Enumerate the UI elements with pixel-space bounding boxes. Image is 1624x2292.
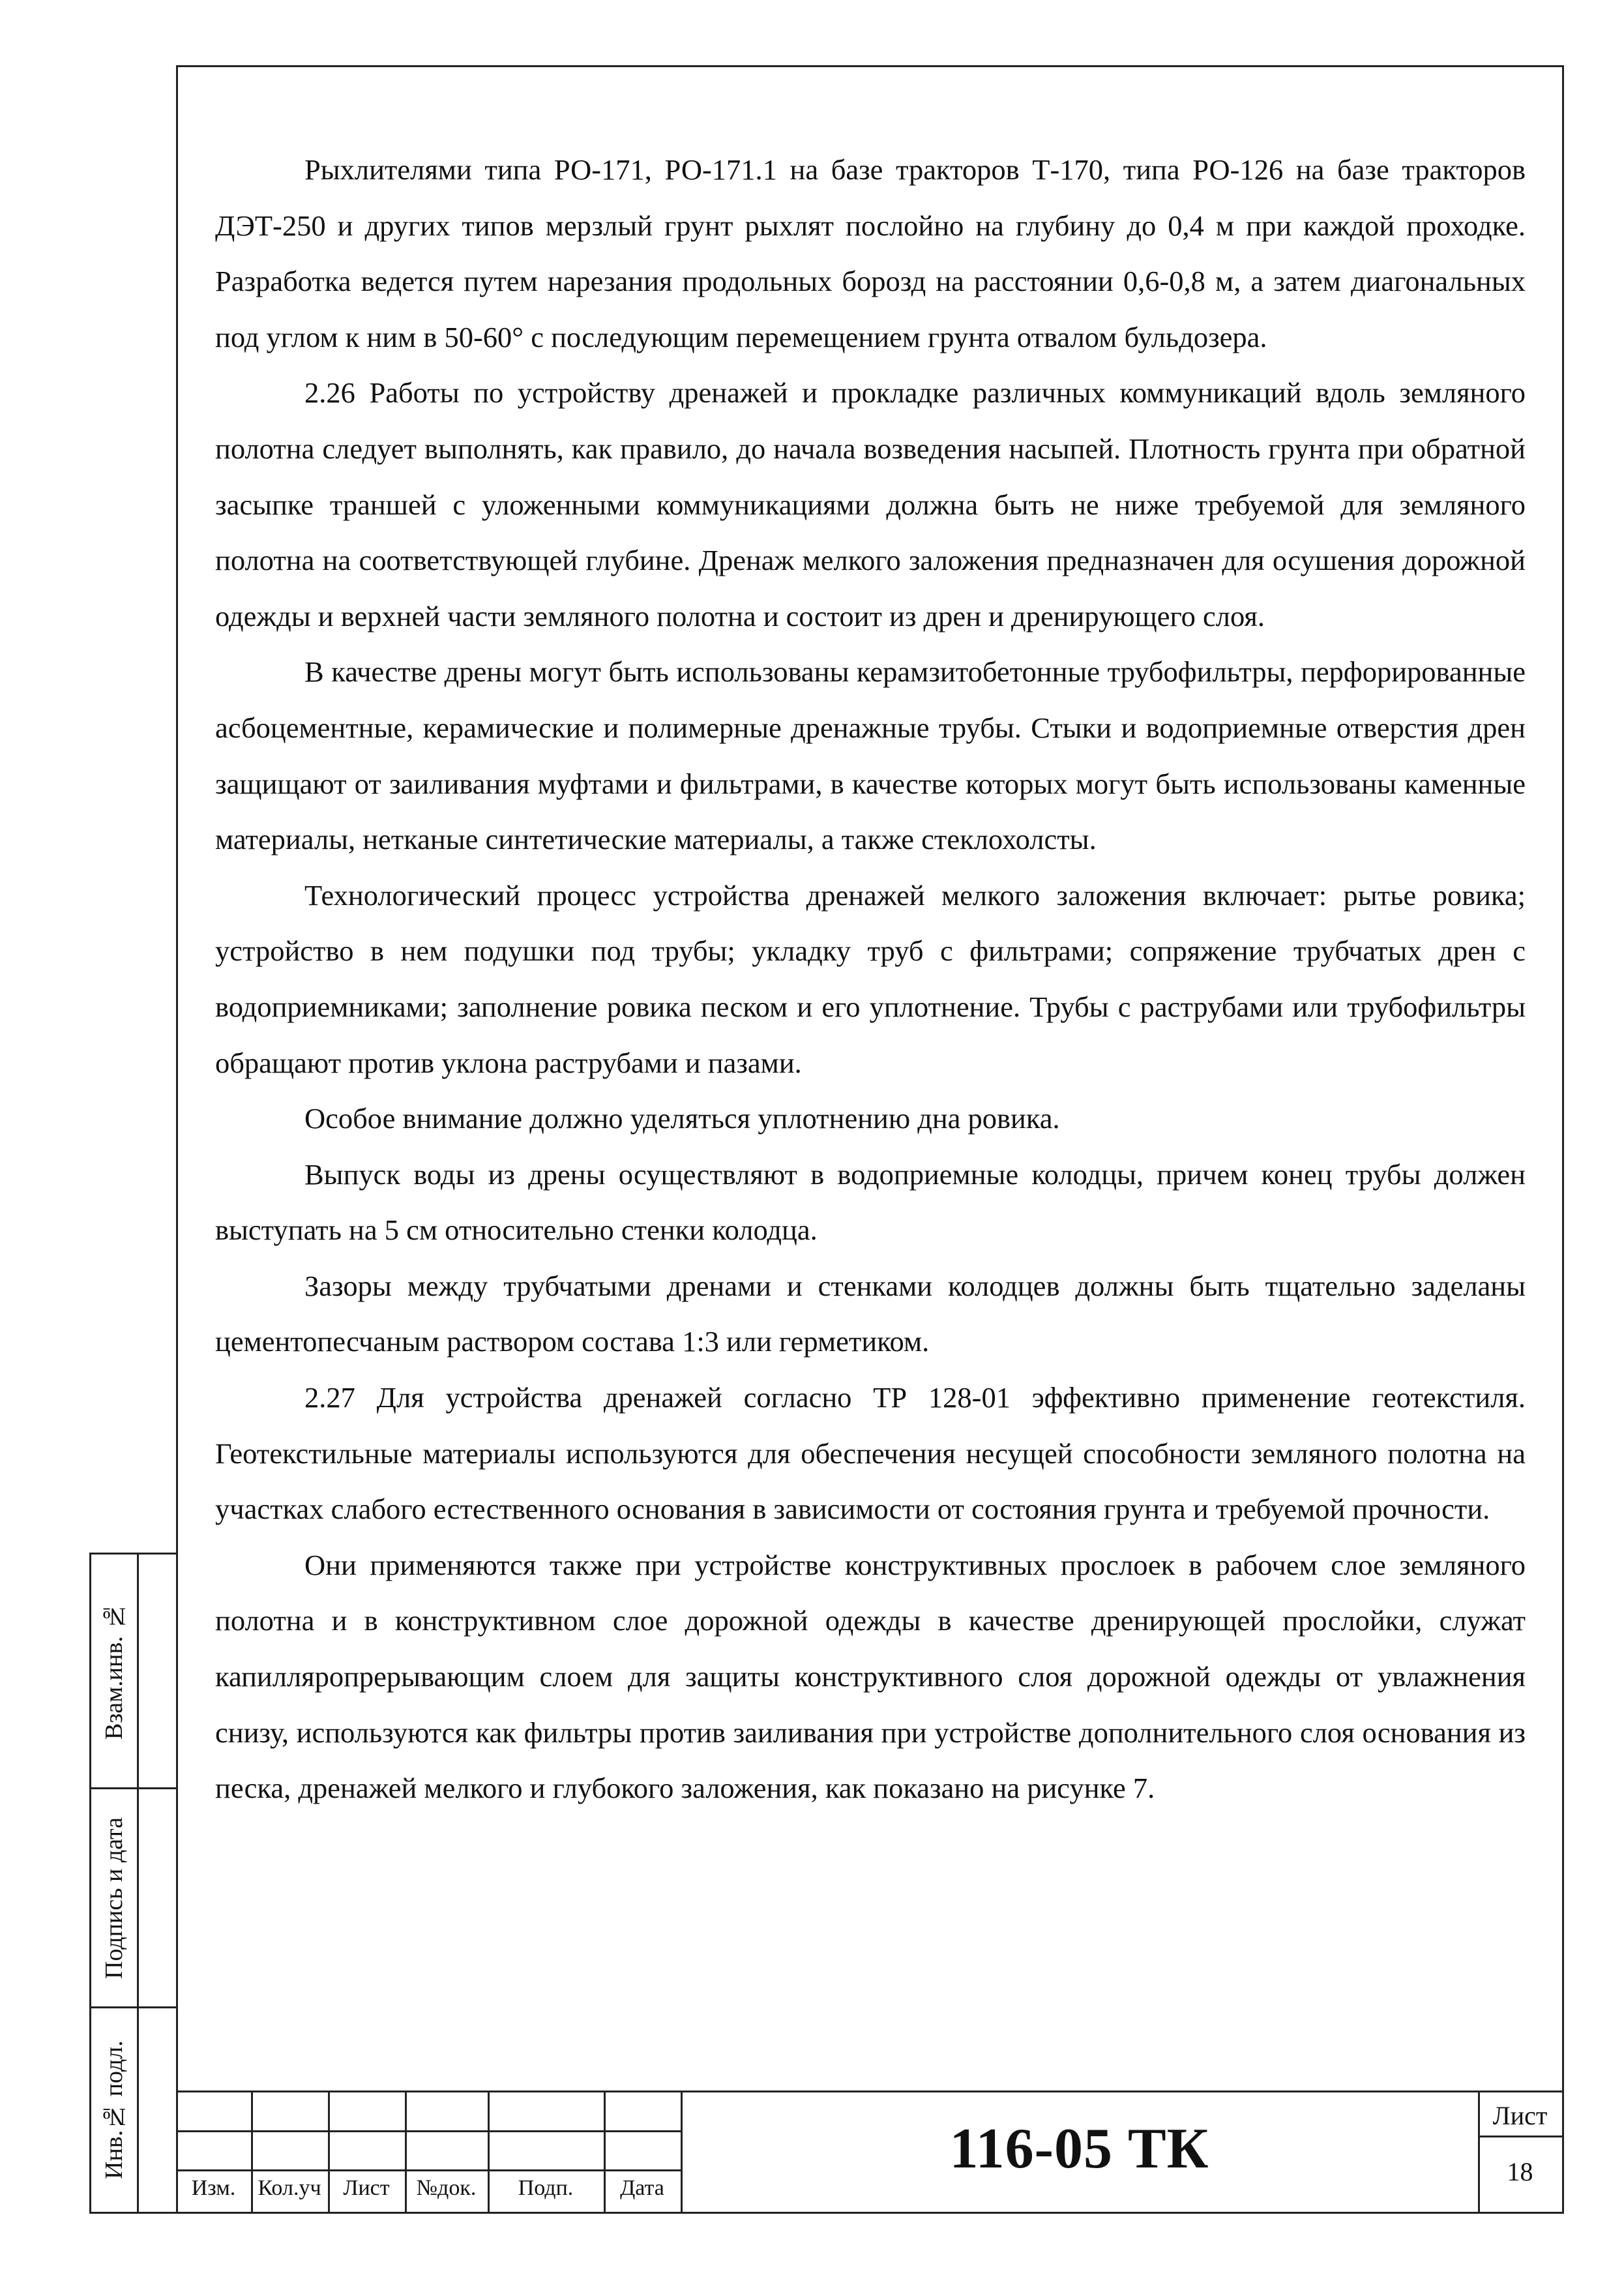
side-stamp-podpis (91, 1789, 176, 2008)
paragraph-6: Выпуск воды из дрены осуществляют в водоприемные колодцы, причем конец трубы должен выступать на 5 см относительно стенки колодца. (215, 1157, 1526, 1247)
side-stamp-inv (91, 2008, 176, 2212)
col-header-ndok: №док. (416, 2176, 477, 2200)
paragraph-4: Технологический процесс устройства дренажей мелкого заложения включает: рытье ровика; устройство в нем подушки под трубы; укладку труб с фильтрами; сопряжение трубчатых дрен с водоприемниками; заполнение ровика песком и его уплотнение. Трубы с раструбами или трубофильтры обращают против уклона раструбами и пазами. (215, 878, 1526, 1079)
document-body (215, 142, 1526, 1817)
paragraph-8: 2.27 Для устройства дренажей согласно ТР 128-01 эффективно применение геотекстиля. Геотекстильные материалы используются для обеспечения несущей способности земляного полотна на участках слабого естественного основания в зависимости от состояния грунта и требуемой прочности. (215, 1381, 1526, 1526)
paragraph-3: В качестве дрены могут быть использованы керамзитобетонные трубофильтры, перфорированные асбоцементные, керамические и полимерные дренажные трубы. Стыки и водоприемные отверстия дрен защищают от заиливания муфтами и фильтрами, в качестве которых могут быть использованы каменные материалы, нетканые синтетические материалы, а также стеклохолсты. (215, 655, 1526, 856)
title-block (176, 2091, 1564, 2214)
paragraph-9: Они применяются также при устройстве конструктивных прослоек в рабочем слое земляного полотна и в конструктивном слое дорожной одежды в качестве дренирующей прослойки, служат капилляропрерывающим слоем для защиты конструктивного слоя дорожной одежды от увлажнения снизу, используются как фильтры против заиливания при устройстве дополнительного слоя основания из песка, дренажей мелкого и глубокого заложения, как показано на рисунке 7. (215, 1548, 1526, 1805)
col-header-podp: Подп. (518, 2176, 574, 2200)
side-stamp (89, 1553, 176, 2214)
col-header-kolvo: Кол.уч (258, 2176, 321, 2200)
side-stamp-podpis-label: Подпись и дата (100, 1817, 128, 1979)
side-stamp-vzam-label: Взам.инв. № (100, 1602, 128, 1740)
side-stamp-inv-label: Инв.№ подл. (100, 2040, 128, 2180)
document-code: 116-05 ТК (949, 2117, 1209, 2180)
side-stamp-vzam (91, 1555, 176, 1789)
col-header-izm: Изм. (191, 2176, 236, 2200)
paragraph-7: Зазоры между трубчатыми дренами и стенками колодцев должны быть тщательно заделаны цементопесчаным раствором состава 1:3 или герметиком. (215, 1269, 1526, 1358)
sheet-label: Лист (1492, 2101, 1548, 2130)
paragraph-1: Рыхлителями типа РО-171, РО-171.1 на базе тракторов Т-170, типа РО-126 на базе тракторов ДЭТ-250 и других типов мерзлый грунт рыхлят послойно на глубину до 0,4 м при каждой проходке. Разработка ведется путем нарезания продольных борозд на расстоянии 0,6-0,8 м, а затем диагональных под углом к ним в 50-60° с последующим перемещением грунта отвалом бульдозера. (215, 153, 1526, 353)
col-header-list: Лист (343, 2176, 390, 2200)
paragraph-5: Особое внимание должно уделяться уплотнению дна ровика. (304, 1102, 1060, 1135)
sheet-number: 18 (1507, 2157, 1533, 2186)
paragraph-2: 2.26 Работы по устройству дренажей и прокладке различных коммуникаций вдоль земляного полотна следует выполнять, как правило, до начала возведения насыпей. Плотность грунта при обратной засыпке траншей с уложенными коммуникациями должна быть не ниже требуемой для земляного полотна на соответствующей глубине. Дренаж мелкого заложения предназначен для осушения дорожной одежды и верхней части земляного полотна и состоит из дрен и дренирующего слоя. (215, 376, 1526, 633)
col-header-data: Дата (620, 2176, 664, 2200)
